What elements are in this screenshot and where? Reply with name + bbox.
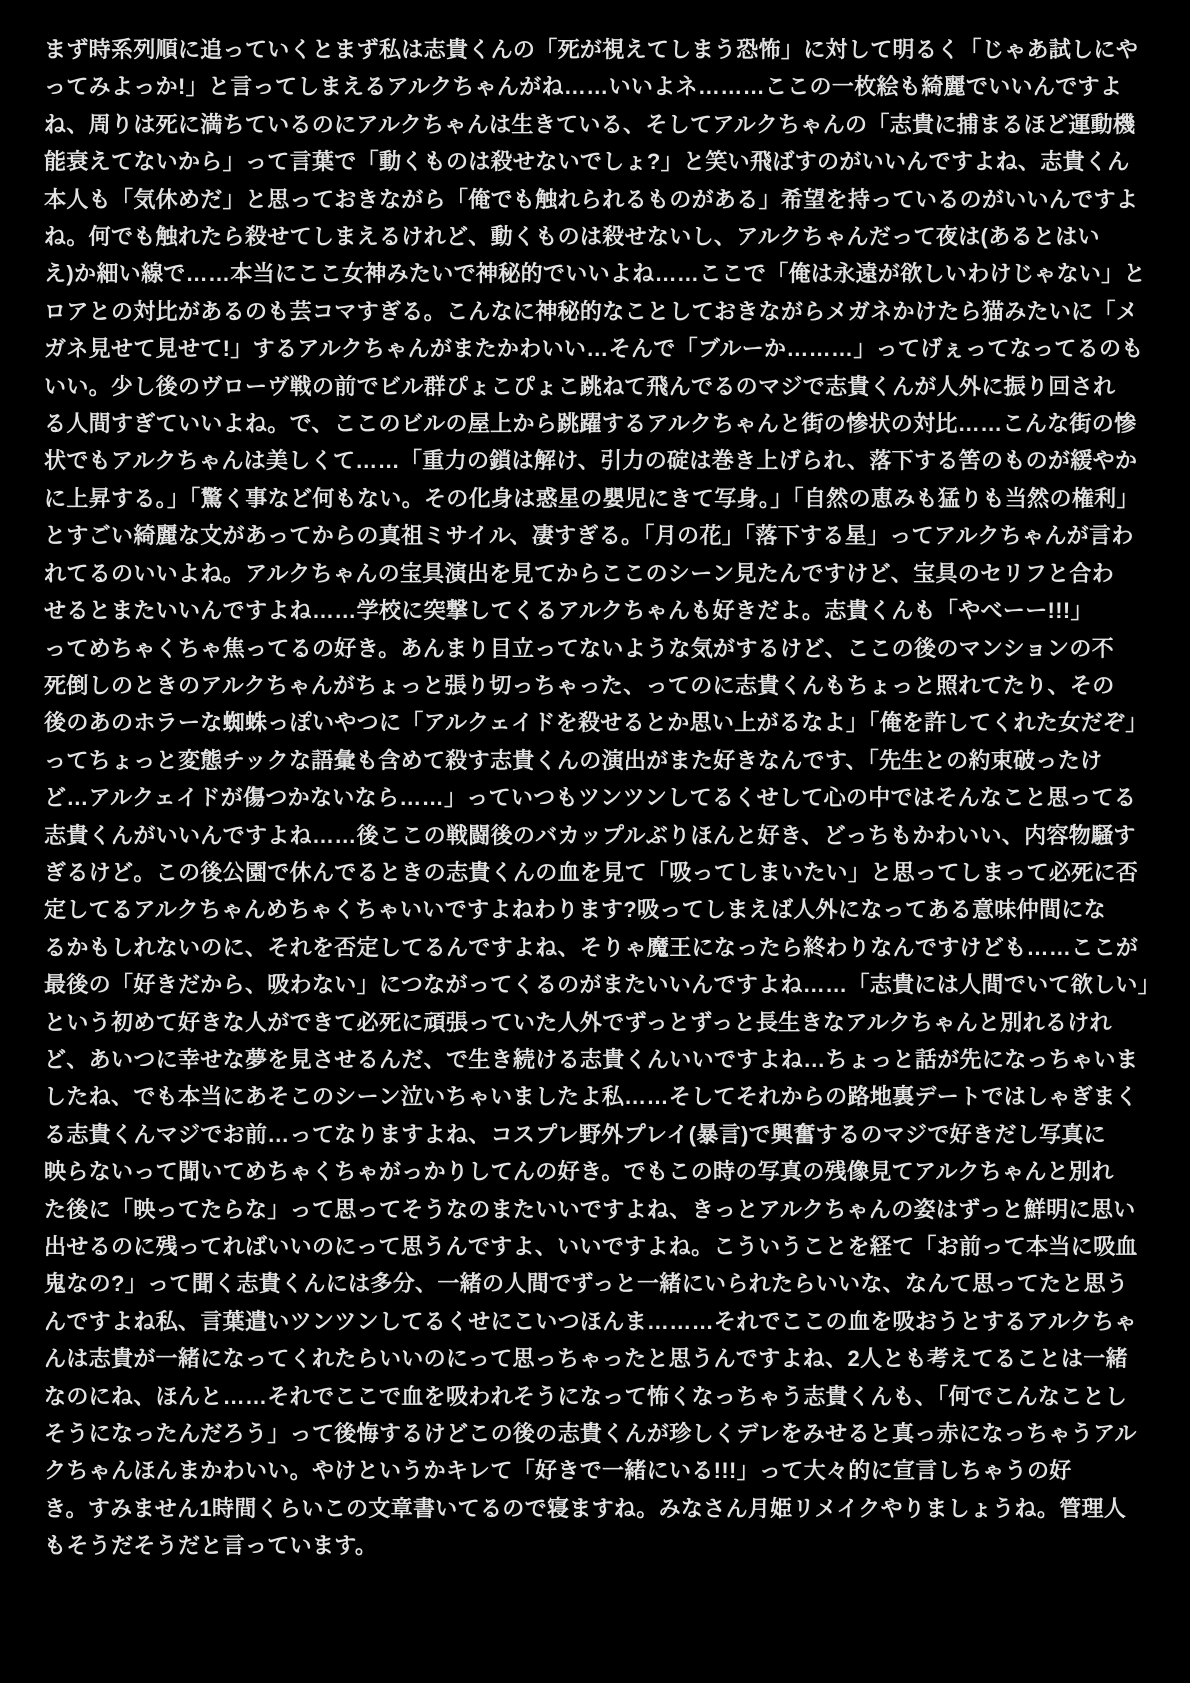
text-line: 状でもアルクちゃんは美しくて……「重力の鎖は解け、引力の碇は巻き上げられ、落下する筈のものが緩やか [44,448,1138,474]
text-line: ガネ見せて見せて!」するアルクちゃんがまたかわいい…そんで「ブルーか………」ってげぇってなってるのも [44,336,1144,362]
text-line: クちゃんほんまかわいい。やけというかキレて「好きで一緒にいる!!!」って大々的に宣言しちゃうの好 [44,1458,1072,1484]
text-line: したね、でも本当にあそこのシーン泣いちゃいましたよ私……そしてそれからの路地裏デートではしゃぎまく [44,1084,1138,1110]
text-line: とすごい綺麗な文があってからの真祖ミサイル、凄すぎる。「月の花」「落下する星」ってアルクちゃんが言わ [44,523,1134,549]
text-line: いい。少し後のヴローヴ戦の前でビル群ぴょこぴょこ跳ねて飛んでるのマジで志貴くんが人外に振り回され [44,373,1116,399]
text-line: まず時系列順に追っていくとまず私は志貴くんの「死が視えてしまう恐怖」に対して明るく「じゃあ試しにや [44,37,1139,62]
text-line: る志貴くんマジでお前…ってなりますよね、コスプレ野外プレイ(暴言)で興奮するのマジで好きだし写真に [44,1121,1106,1147]
text-line: んは志貴が一緒になってくれたらいいのにって思っちゃったと思うんですよね、2人とも考えてることは一緒 [44,1346,1128,1372]
text-block [44,31,1161,1565]
text-line: え)か細い線で……本当にここ女神みたいで神秘的でいいよね……ここで「俺は永遠が欲しいわけじゃない」と [44,261,1146,287]
text-line: ど、あいつに幸せな夢を見させるんだ、で生き続ける志貴くんいいですよね…ちょっと話が先になっちゃいま [44,1046,1139,1072]
text-line: 死倒しのときのアルクちゃんがちょっと張り切っちゃった、ってのに志貴くんもちょっと照れてたり、その [44,672,1115,698]
text-line: に上昇する。」「驚く事など何もない。その化身は惑星の嬰児にきて写身。」「自然の恵みも猛りも当然の権利」 [44,485,1139,511]
text-line: 能衰えてないから」って言葉で「動くものは殺せないでしょ?」と笑い飛ばすのがいいんですよね、志貴くん [44,149,1130,175]
text-line: 定してるアルクちゃんめちゃくちゃいいですよねわります?吸ってしまえば人外になってある意味仲間にな [44,897,1106,923]
text-line: ど…アルクェイドが傷つかないなら……」っていつもツンツンしてるくせして心の中ではそんなこと思ってる [44,785,1137,811]
text-line: ってみよっか!」と言ってしまえるアルクちゃんがね……いいよネ………ここの一枚絵も綺麗でいいんですよ [44,74,1123,100]
text-line: そうになったんだろう」って後悔するけどこの後の志貴くんが珍しくデレをみせると真っ赤になっちゃうアル [44,1421,1137,1447]
text-line: 志貴くんがいいんですよね……後ここの戦闘後のバカップルぶりほんと好き、どっちもかわいい、内容物騒す [44,822,1136,848]
text-line: 後のあのホラーな蜘蛛っぽいやつに「アルクェイドを殺せるとか思い上がるなよ」「俺を許してくれた女だぞ」 [44,710,1148,736]
text-line: た後に「映ってたらな」って思ってそうなのまたいいですよね、きっとアルクちゃんの姿はずっと鮮明に思い [44,1196,1136,1222]
text-line: 鬼なの?」って聞く志貴くんには多分、一緒の人間でずっと一緒にいられたらいいな、なんて思ってたと思う [44,1271,1129,1297]
text-line: せるとまたいいんですよね……学校に突撃してくるアルクちゃんも好きだよ。志貴くんも「やべーー!!!」 [44,598,1093,624]
text-line: ぎるけど。この後公園で休んでるときの志貴くんの血を見て「吸ってしまいたい」と思ってしまって必死に否 [44,859,1139,885]
text-line: もそうだそうだと言っています。 [44,1533,378,1559]
text-line: 出せるのに残ってればいいのにって思うんですよ、いいですよね。こういうことを経て「お前って本当に吸血 [44,1234,1138,1259]
text-line: なのにね、ほんと……それでここで血を吸われそうになって怖くなっちゃう志貴くんも、「何でこんなことし [44,1383,1128,1409]
text-line: 映らないって聞いてめちゃくちゃがっかりしてんの好き。でもこの時の写真の残像見てアルクちゃんと別れ [44,1159,1114,1185]
text-line: ね、周りは死に満ちているのにアルクちゃんは生きている、そしてアルクちゃんの「志貴に捕まるほど運動機 [44,111,1136,137]
text-line: という初めて好きな人ができて必死に頑張っていた人外でずっとずっと長生きなアルクちゃんと別れるけれ [44,1009,1112,1035]
text-line: ロアとの対比があるのも芸コマすぎる。こんなに神秘的なことしておきながらメガネかけたら猫みたいに「メ [44,298,1139,324]
text-line: 最後の「好きだから、吸わない」につながってくるのがまたいいんですよね……「志貴には人間でいて欲しい」 [44,972,1161,998]
text-line: る人間すぎていいよね。で、ここのビルの屋上から跳躍するアルクちゃんと街の惨状の対比……こんな街の惨 [44,411,1137,437]
text-line: ね。何でも触れたら殺せてしまえるけれど、動くものは殺せないし、アルクちゃんだって夜は(あるとはい [44,224,1100,250]
text-line: き。すみません1時間くらいこの文章書いてるので寝ますね。みなさん月姫リメイクやりましょうね。管理人 [44,1495,1127,1521]
text-line: ってちょっと変態チックな語彙も含めて殺す志貴くんの演出がまた好きなんです、「先生との約束破ったけ [44,747,1103,773]
text-line: れてるのいいよね。アルクちゃんの宝具演出を見てからここのシーン見たんですけど、宝具のセリフと合わ [44,560,1115,586]
text-line: んですよね私、言葉遣いツンツンしてるくせにこいつほんま………それでここの血を吸おうとするアルクちゃ [44,1308,1137,1334]
text-line: ってめちゃくちゃ焦ってるの好き。あんまり目立ってないような気がするけど、ここの後のマンションの不 [44,635,1114,661]
text-line: 本人も「気休めだ」と思っておきながら「俺でも触れられるものがある」希望を持っているのがいいんですよ [44,186,1139,212]
text-line: るかもしれないのに、それを否定してるんですよね、そりゃ魔王になったら終わりなんですけども……ここが [44,934,1139,960]
